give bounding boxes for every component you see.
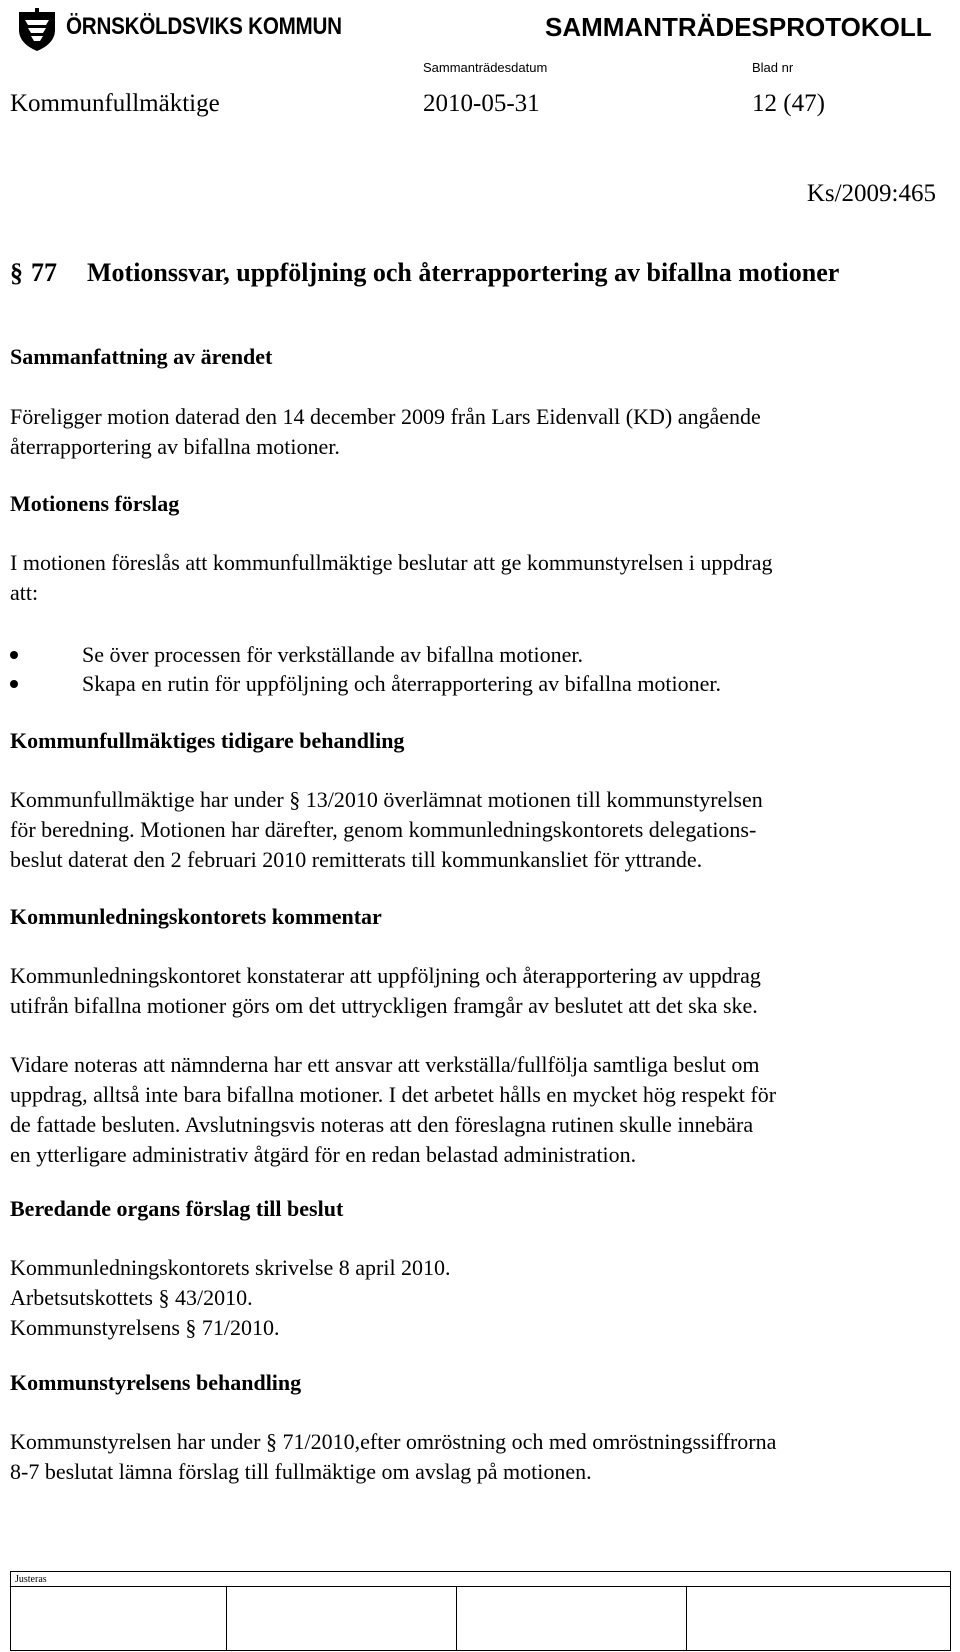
signature-cell xyxy=(687,1587,951,1651)
page-number: 12 (47) xyxy=(752,90,825,117)
summary-heading: Sammanfattning av ärendet xyxy=(10,344,273,369)
page-label: Blad nr xyxy=(752,60,794,75)
previous-handling-heading: Kommunfullmäktiges tidigare behandling xyxy=(10,728,405,753)
signature-cell xyxy=(11,1587,227,1651)
justeras-table xyxy=(10,1571,951,1651)
comment-paragraph-1: Kommunledningskontoret konstaterar att uppföljning och återapportering av uppdrag utifrån bifallna motioner görs om det uttryckligen framgår av beslutet att det ska ske. xyxy=(10,963,761,1018)
proposal-text: I motionen föreslås att kommunfullmäktige beslutar att ge kommunstyrelsen i uppdrag att: xyxy=(10,550,773,605)
board-handling-heading: Kommunstyrelsens behandling xyxy=(10,1370,302,1395)
meeting-body: Kommunfullmäktige xyxy=(10,90,220,117)
board-handling-text: Kommunstyrelsen har under § 71/2010,efter omröstning och med omröstningssiffrorna 8-7 beslutat lämna förslag till fullmäktige om avslag på motionen. xyxy=(10,1429,777,1484)
bullet-icon xyxy=(10,680,18,688)
section-title-text: Motionssvar, uppföljning och återrapportering av bifallna motioner xyxy=(87,258,840,287)
paragraph-symbol: § xyxy=(10,258,23,287)
summary-text: Föreligger motion daterad den 14 december 2009 från Lars Eidenvall (KD) angående återrapportering av bifallna motioner. xyxy=(10,404,761,459)
comment-heading: Kommunledningskontorets kommentar xyxy=(10,904,382,929)
section-number: 77 xyxy=(31,258,57,287)
previous-handling-text: Kommunfullmäktige har under § 13/2010 överlämnat motionen till kommunstyrelsen för beredning. Motionen har därefter, genom kommunledningskontorets delegations- beslut daterat den 2 februari 2010 remitterats till kommunkansliet för yttrande. xyxy=(10,787,763,872)
date-label: Sammanträdesdatum xyxy=(423,60,548,75)
bullet-icon xyxy=(10,651,18,659)
preparatory-heading: Beredande organs förslag till beslut xyxy=(10,1196,344,1221)
preparatory-text: Kommunledningskontorets skrivelse 8 april 2010. Arbetsutskottets § 43/2010. Kommunstyrelsens § 71/2010. xyxy=(10,1255,451,1340)
document-type: SAMMANTRÄDESPROTOKOLL xyxy=(545,12,932,42)
signature-cell xyxy=(227,1587,457,1651)
section-title xyxy=(10,258,839,288)
protocol-page: ÖRNSKÖLDSVIKS KOMMUN SAMMANTRÄDESPROTOKOLL Sammanträdesdatum Blad nr Kommunfullmäktige 2010-05-31 12 (47) Ks/2009:465 § 77 Motionssvar, uppföljning och återrapportering av bifallna motioner Sammanfattning av ärendet Föreligger motion daterad den 14 december 2009 från Lars Eidenvall (KD) angående återrapportering av bifallna motioner. Motionens förslag I motionen föreslås att kommunfullmäktige beslutar att ge kommunstyrelsen i uppdrag att: Se över processen för verkställande av bifallna motioner. Skapa en rutin för uppföljning och återrapportering av bifallna motioner. Kommunfullmäktiges tidigare behandling Kommunfullmäktige har under § 13/2010 överlämnat motionen till kommunstyrelsen för beredning. Motionen har därefter, genom kommunledningskontorets delegations- beslut daterat den 2 februari 2010 remitterats till kommunkansliet för yttrande. Kommunledningskontorets kommentar Kommunledningskontoret konstaterar att uppföljning och återapportering av uppdrag utifrån bifallna motioner görs om det uttryckligen framgår av beslutet att det ska ske. Vidare noteras att nämnderna har ett ansvar att verkställa/fullfölja samtliga beslut om uppdrag, alltså inte bara bifallna motioner. I det arbetet hålls en mycket hög respekt för de fattade besluten. Avslutningsvis noteras att den föreslagna rutinen skulle innebära en ytterligare administrativ åtgärd för en redan belastad administration. Beredande organs förslag till beslut Kommunledningskontorets skrivelse 8 april 2010. Arbetsutskottets § 43/2010. Kommunstyrelsens § 71/2010. Kommunstyrelsens behandling Kommunstyrelsen har under § 71/2010,efter omröstning och med omröstningssiffrorna 8-7 beslutat lämna förslag till fullmäktige om avslag på motionen. Justeras xyxy=(0,0,960,1652)
organization-name: ÖRNSKÖLDSVIKS KOMMUN xyxy=(66,13,342,40)
signature-cell xyxy=(457,1587,687,1651)
comment-paragraph-2: Vidare noteras att nämnderna har ett ansvar att verkställa/fullfölja samtliga beslut om uppdrag, alltså inte bara bifallna motioner. I det arbetet hålls en mycket hög respekt för de fattade besluten. Avslutningsvis noteras att den föreslagna rutinen skulle innebära en ytterligare administrativ åtgärd för en redan belastad administration. xyxy=(10,1052,777,1167)
justeras-header-cell xyxy=(11,1572,951,1587)
proposal-heading: Motionens förslag xyxy=(10,491,180,516)
case-reference: Ks/2009:465 xyxy=(806,180,936,207)
meeting-date: 2010-05-31 xyxy=(423,90,540,117)
coat-of-arms-icon xyxy=(16,8,58,52)
justeras-label: Justeras xyxy=(15,1574,47,1585)
